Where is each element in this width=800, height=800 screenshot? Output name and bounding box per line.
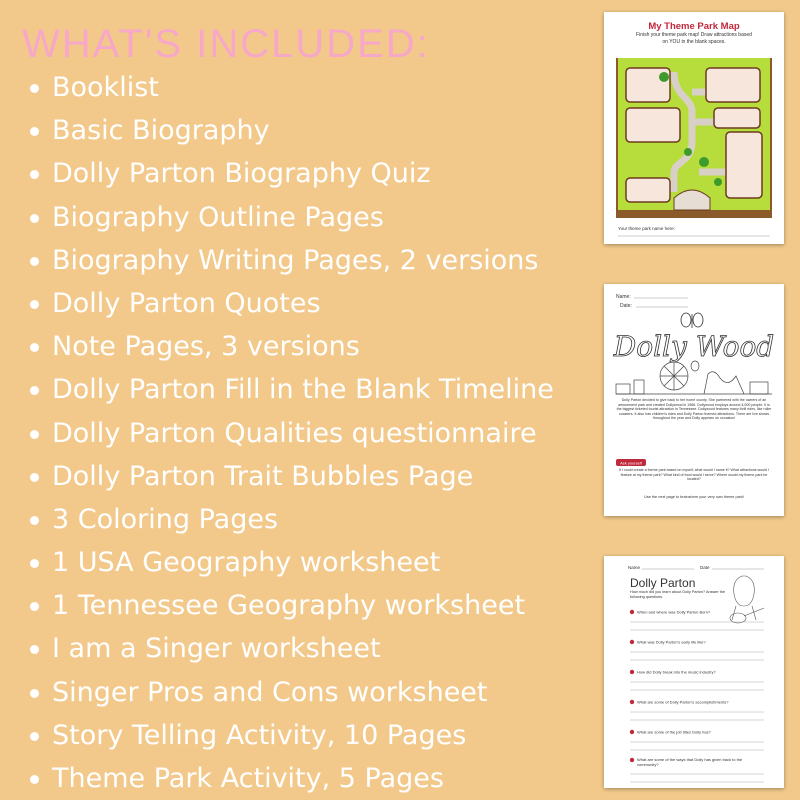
list-item: Story Telling Activity, 10 Pages xyxy=(28,714,554,757)
list-item: Dolly Parton Biography Quiz xyxy=(28,152,554,195)
preview2-questions: If I could create a theme park based on myself, what would I name it? What attractions would I feature at my theme park? What kind of food would I serve? Where would my theme park be located? xyxy=(619,468,769,482)
list-item: Dolly Parton Quotes xyxy=(28,282,554,325)
date-label: Date: xyxy=(620,303,632,309)
tree-icon xyxy=(699,157,709,167)
svg-text:What are some of the job title: What are some of the job titles Dolly has? xyxy=(637,729,711,735)
preview1-footer: Your theme park name here: xyxy=(618,226,675,231)
blank-space xyxy=(626,108,680,142)
list-item: Dolly Parton Qualities questionnaire xyxy=(28,412,554,455)
tree-icon xyxy=(659,72,669,82)
blank-space xyxy=(626,178,670,202)
list-item: Singer Pros and Cons worksheet xyxy=(28,671,554,714)
quiz-name-label: Name xyxy=(628,565,641,570)
quiz-date-label: Date xyxy=(700,565,710,570)
preview-dolly-parton-quiz xyxy=(604,556,784,788)
amusement-park-skyline-icon xyxy=(616,361,772,394)
preview2-paragraph-wrap xyxy=(616,398,772,452)
tree-icon xyxy=(714,178,722,186)
list-item: Biography Outline Pages xyxy=(28,196,554,239)
question-2 xyxy=(630,640,764,661)
preview1-title: My Theme Park Map xyxy=(648,21,740,32)
list-item: I am a Singer worksheet xyxy=(28,627,554,670)
dolly-wood-page xyxy=(604,284,784,516)
blank-space xyxy=(714,108,760,128)
butterfly-icon xyxy=(681,313,703,328)
question-4 xyxy=(630,700,764,721)
question-3 xyxy=(630,670,764,691)
ask-yourself-label: Ask yourself xyxy=(620,460,642,466)
svg-text:When and where was Dolly Parto: When and where was Dolly Parton Born? xyxy=(637,609,711,615)
quiz-title: Dolly Parton xyxy=(630,576,696,590)
quiz-intro: How much did you learn about Dolly Parton? Answer the following questions. xyxy=(630,590,725,599)
preview2-closing: Use the next page to brainstorm your very own theme park! xyxy=(644,495,744,499)
included-list xyxy=(28,66,554,800)
preview1-instructions-wrap xyxy=(634,32,754,56)
svg-text:How did Dolly break into the m: How did Dolly break into the music industry? xyxy=(637,669,716,675)
list-item: Biography Writing Pages, 2 versions xyxy=(28,239,554,282)
list-item: 3 Coloring Pages xyxy=(28,498,554,541)
question-5 xyxy=(630,730,764,751)
list-item: 1 USA Geography worksheet xyxy=(28,541,554,584)
list-item: Dolly Parton Trait Bubbles Page xyxy=(28,455,554,498)
quiz-intro-wrap xyxy=(630,590,730,604)
dolly-wood-title: Dolly Wood xyxy=(613,330,775,363)
blank-space xyxy=(706,68,760,102)
list-item: Note Pages, 3 versions xyxy=(28,325,554,368)
quiz-page xyxy=(604,556,784,788)
list-item: Booklist xyxy=(28,66,554,109)
tree-icon xyxy=(684,148,692,156)
question-6: What are some of the ways that Dolly has given back to the community? xyxy=(630,757,764,782)
list-item: 1 Tennessee Geography worksheet xyxy=(28,584,554,627)
preview-theme-park-map xyxy=(604,12,784,244)
preview-dolly-wood xyxy=(604,284,784,516)
theme-park-map-illustration xyxy=(604,12,784,244)
svg-text:What are some of Dolly Parton': What are some of Dolly Parton's accomplishments? xyxy=(637,699,729,705)
heading: WHAT'S INCLUDED: xyxy=(22,22,430,66)
dolly-guitar-illustration xyxy=(730,576,764,623)
name-label: Name: xyxy=(616,294,631,300)
list-item: Basic Biography xyxy=(28,109,554,152)
blank-space xyxy=(726,132,762,198)
list-item: Theme Park Activity, 5 Pages xyxy=(28,757,554,800)
preview2-questions-wrap xyxy=(616,468,772,490)
preview1-instructions: Finish your theme park map! Draw attractions based on YOU in the blank spaces. xyxy=(636,32,752,45)
question-1 xyxy=(630,610,764,631)
list-item: Dolly Parton Fill in the Blank Timeline xyxy=(28,368,554,411)
svg-text:What was Dolly Parton's early: What was Dolly Parton's early life like? xyxy=(637,639,706,645)
preview2-paragraph: Dolly Parton decided to give back to her home county. She partnered with the owners of an amusement park and created Dollywood in 1986. Dollywood employs around 4,000 people. It is the biggest ticketed tourist attraction in Tennessee. Dollywood features many thrill rides, like roller coasters. It also has children's rides and Dolly Parton themed attractions. There are live shows throughout the year and Dolly appears on occasion! xyxy=(616,398,772,421)
